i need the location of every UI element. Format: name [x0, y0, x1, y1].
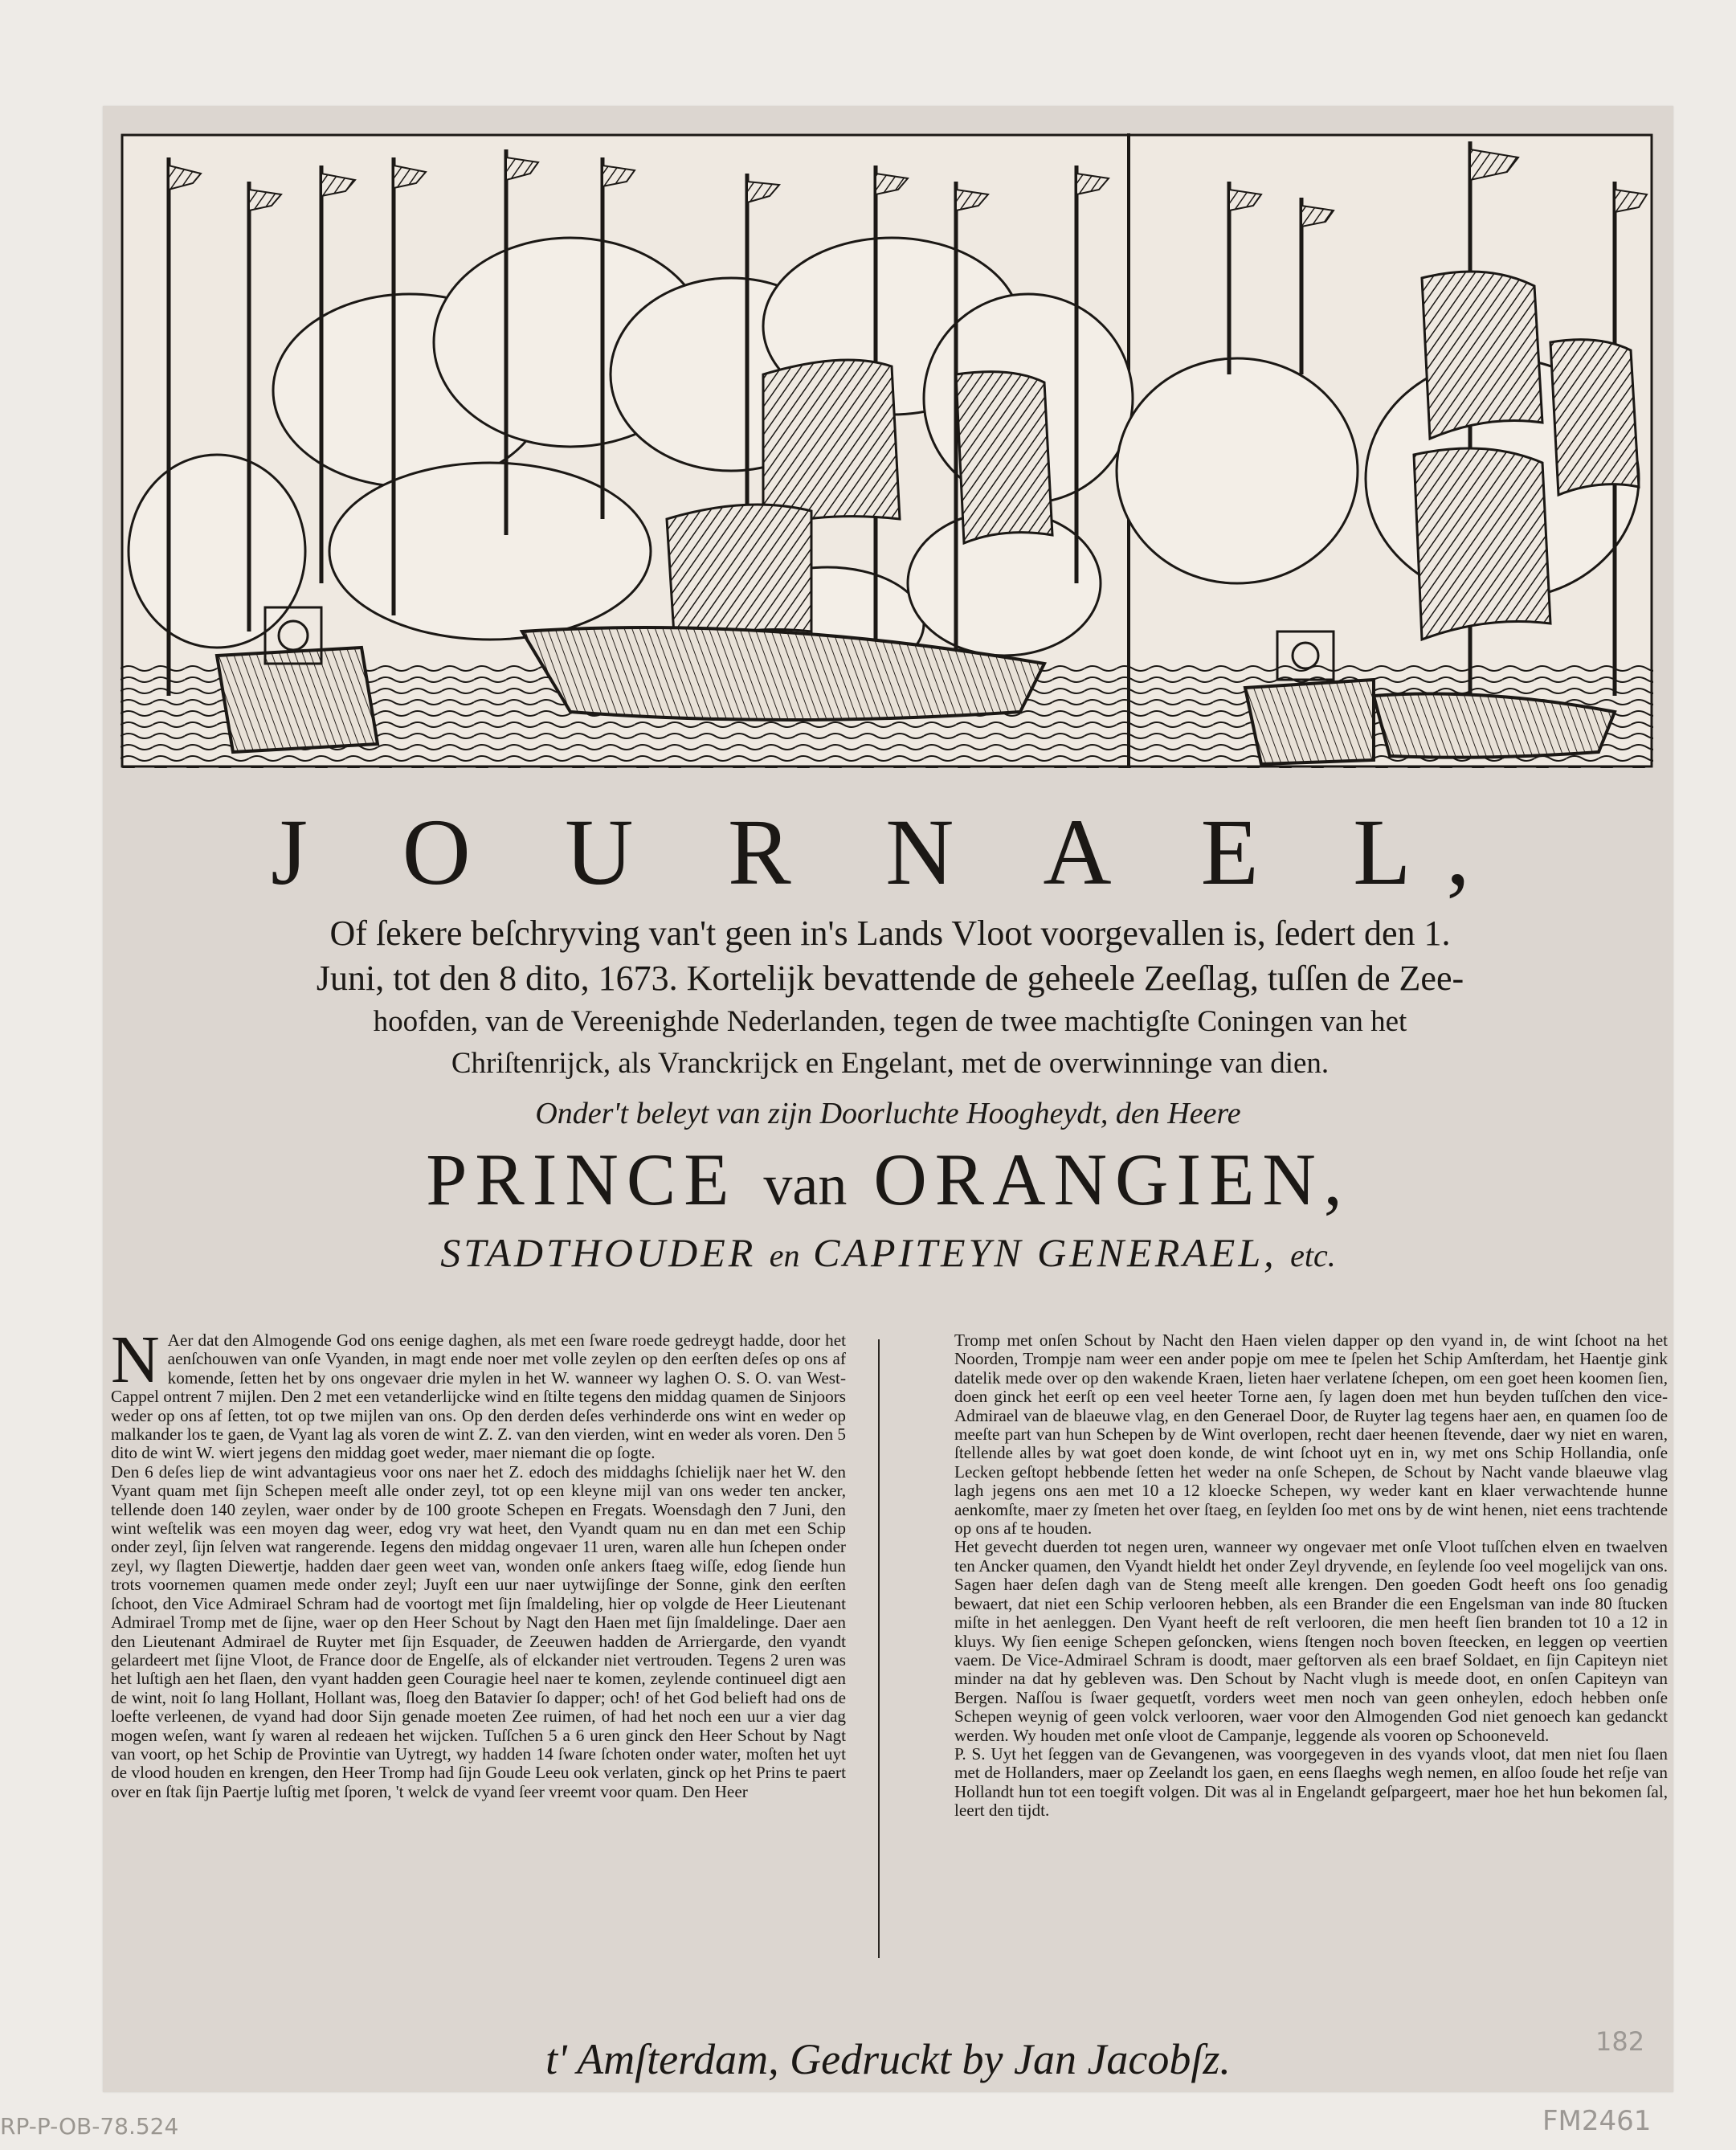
- column-divider: [878, 1339, 880, 1958]
- drop-cap: N: [111, 1331, 160, 1397]
- subtitle-block: [191, 911, 1589, 1085]
- inventory-number-right: FM2461: [1542, 2105, 1652, 2137]
- subtitle-line-3: hoofden, van de Vereenighde Nederlanden, tegen de twee machtigſte Coningen van het: [373, 1005, 1407, 1038]
- subtitle-line-1: Of ſekere beſchryving van't geen in's Lands Vloot voorgevallen is, ſedert den 1.: [329, 914, 1451, 953]
- right-paragraph-1: Tromp met onſen Schout by Nacht den Haen vielen dapper op den vyand in, de wint ſchoot na het Noorden, Trompje nam weer een ander popje om mee te ſpelen het Schip Amſterdam, het Haentje gink datelik mede over op den wakende Kraen, lieten haer verlatene ſchepen, om een goet heen koomen ſien, doen ginck het eerſt op een veel heeter Torne aen, ſy lagen doen met hun beyden tuſſchen den vice-Admirael van de blaeuwe vlag, en den Generael Door, de Ruyter lag tegens haer aen, en quamen ſoo de meeſte part van hun Schepen by de Wint overlopen, recht daer heenen ſtevende, daer wy niet en waren, ſtellende alles by wat goet doen konde, de wint ſchoot uyt en in, wy met ons Schip Hollandia, onſe Lecken geſtopt hebbende ſetten het weder na onſe Schepen, de Schout by Nacht vande blaeuwe vlag lagh jegens ons aen met 10 a 12 kloecke Schepen, wy weder kant en klaer verwachtende hunne aenkomſte, maer zy ſmeten het over ſtaeg, en ſeylden ſoo met ons by de wint henen, niet eens trachtende op ons af te houden.: [954, 1331, 1668, 1539]
- office-capiteyn: CAPITEYN GENERAEL,: [813, 1230, 1277, 1275]
- regime-line: Onder't beleyt van zijn Doorluchte Hoogheydt, den Heere: [535, 1097, 1241, 1130]
- woodcut-illustration: [120, 133, 1653, 768]
- office-stadthouder: STADTHOUDER: [440, 1230, 757, 1275]
- subtitle-line-4: Chriſtenrijck, als Vranckrijck en Engelant, met de overwinninge van dien.: [451, 1047, 1330, 1080]
- prince-van: van: [763, 1153, 848, 1217]
- left-paragraph-2: Den 6 deſes liep de wint advantagieus voor ons naer het Z. edoch des middaghs ſchielijk naer het W. den Vyant quam met ſijn Schepen meeſt alle onder zeyl, tot op een kleyne mijl van ons weder ten ancker, tellende doen 140 zeylen, waer onder by de 100 groote Schepen en Fregats. Woensdagh den 7 Juni, den wint weſtelik was een moyen dag weer, edog vry wat heet, den Vyandt quam nu en dan met een Schip onder zeyl, ſijn ſelven wat rangerende. Iegens den middag ongevaer 11 uren, waren alle hun ſchepen onder zeyl, wy ſlagten Diewertje, hadden daer geen weet van, wonden onſe ankers ſtaeg wiſſe, edog ſiende hun trots voornemen quamen mede onder zeyl; Juyſt een uur naer uytwijſinge der Sonne, gink den eerſten ſchoot, den Vice Admirael Schram had de voortogt met ſijn ſmaldeling, hier op volgde de Heer Lieutenant Admirael Tromp met de ſijne, waer op den Heer Schout by Nagt den Haen met ſijn ſmaldelinge. Daer aen den Lieutenant Admirael de Ruyter met ſijn Esquader, de Zeeuwen hadden de Arriergarde, den vyandt gelardeert met ſijne Vloot, de France door de Engelſe, als of elckander niet vertrouden. Tegens 2 uren was het luſtigh aen het ſlaen, den vyant hadden geen Couragie heel naer te komen, zeylende continueel digt aen de wint, noit ſo lang Hollant, Hollant was, ſloeg den Batavier ſo dapper; och! of het God belieft had ons de loefte verleenen, de vyand had door Sijn genade moeten Zee ruimen, of had het noch een uur a vier dag mogen weſen, want ſy waren al redeaen het wijcken. Tuſſchen 5 a 6 uren ginck den Heer Schout by Nagt van voort, op het Schip de Provintie van Uytregt, wy hadden 14 ſware ſchoten onder water, moſten het uyt de vlood houden en krengen, den Heer Tromp had ſijn Goude Leeu ook verlaten, ginck op het Prins te paert over en ſtak ſijn Paertje luſtig met ſporen, 't welck de vyand ſeer vreemt voor quam. Den Heer: [111, 1461, 846, 1801]
- office-en: en: [769, 1237, 800, 1273]
- printer-imprint: t' Amſterdam, Gedruckt by Jan Jacobſz.: [545, 2035, 1231, 2083]
- office-heading: [103, 1229, 1673, 1276]
- prince-word: PRINCE: [426, 1138, 737, 1220]
- text-column-right: [954, 1331, 1668, 1950]
- pencil-page-number: 182: [1595, 2026, 1645, 2057]
- right-paragraph-3: P. S. Uyt het ſeggen van de Gevangenen, was voorgegeven in des vyands vloot, dat men niet ſou ſlaen met de Hollanders, maer op Zeelandt los gaen, en eens ſlaeghs wegh nemen, en alſoo ſoude het reſje van Hollandt hun tot een toegift volgen. Dit was al in Engelandt geſpargeert, maer hoe het hun bekomen ſal, leert den tijdt.: [954, 1743, 1668, 1821]
- inventory-number-left: RP-P-OB-78.524: [0, 2113, 179, 2140]
- text-column-left: [111, 1331, 846, 1950]
- subtitle-line-2: Juni, tot den 8 dito, 1673. Kortelijk bevattende de geheele Zeeſlag, tuſſen de Zee-: [316, 959, 1464, 998]
- right-paragraph-2: Het gevecht duerden tot negen uren, wanneer wy ongevaer met onſe Vloot tuſſchen elven en twaelven ten Ancker quamen, den Vyandt hieldt het onder Zeyl dryvende, en ſeylende ſoo veel mogelijck van ons. Sagen haer deſen dagh van de Steng meeſt alle krengen. Den goeden Godt heeft ons ſoo genadig bewaert, dat niet een Schip verlooren hebben, als een Brander die een Engelsman van inde 80 ſtucken miſte in het aenleggen. Den Vyant heeft de reſt verlooren, die men heeft ſien branden tot 10 a 12 in kluys. Wy ſien eenige Schepen geſoncken, wiens ſtengen noch boven ſteecken, en leggen op veertien vaem. De Vice-Admirael Schram is doodt, maer geſtorven als een braef Soldaet, en ſijn Capiteyn niet minder na dat hy gebleven was. Den Schout by Nacht vlugh is meede doot, en onſen Capiteyn van Bergen. Naſſou is ſwaer gequetſt, vorders weet men noch van geen onheylen, edoch hebben onſe Schepen weynig of geen volck verlooren, waer voor den Almogenden God niet genoech kan gedanckt werden. Wy houden met onſe vloot de Campanje, leggende als vooren op Schooneveld.: [954, 1537, 1668, 1745]
- prince-heading: [103, 1138, 1673, 1220]
- title-journael: J O U R N A E L,: [271, 799, 1505, 905]
- left-paragraph-1: Aer dat den Almogende God ons eenige daghen, als met een ſware roede gedreygt hadde, door het aenſchouwen van onſe Vyanden, in magt ende noer met volle zeylen op den eerſten deſes op ons af komende, ſetten het by ons ongevaer drie mylen in het W. wanneer wy laghen O. S. O. van West-Cappel ontrent 7 mijlen. Den 2 met een vetanderlijcke wind en ſtilte tegens den middag quamen de Sinjoors weder op ons af ſetten, tot op twe mijlen van ons. Op den derden deſes verhinderde ons wint en weder op malkander los te gaen, de Vyant lag als voren de wint Z. Z. van den vierden, wint en weder als voren. Den 5 dito de wint W. wiert jegens den middag goet weder, maer niemant die op ſogte.: [111, 1331, 846, 1463]
- prince-orangien: ORANGIEN,: [873, 1138, 1350, 1220]
- naval-battle-woodcut: [120, 133, 1653, 768]
- broadsheet: [103, 106, 1673, 2092]
- office-etc: etc.: [1290, 1237, 1336, 1273]
